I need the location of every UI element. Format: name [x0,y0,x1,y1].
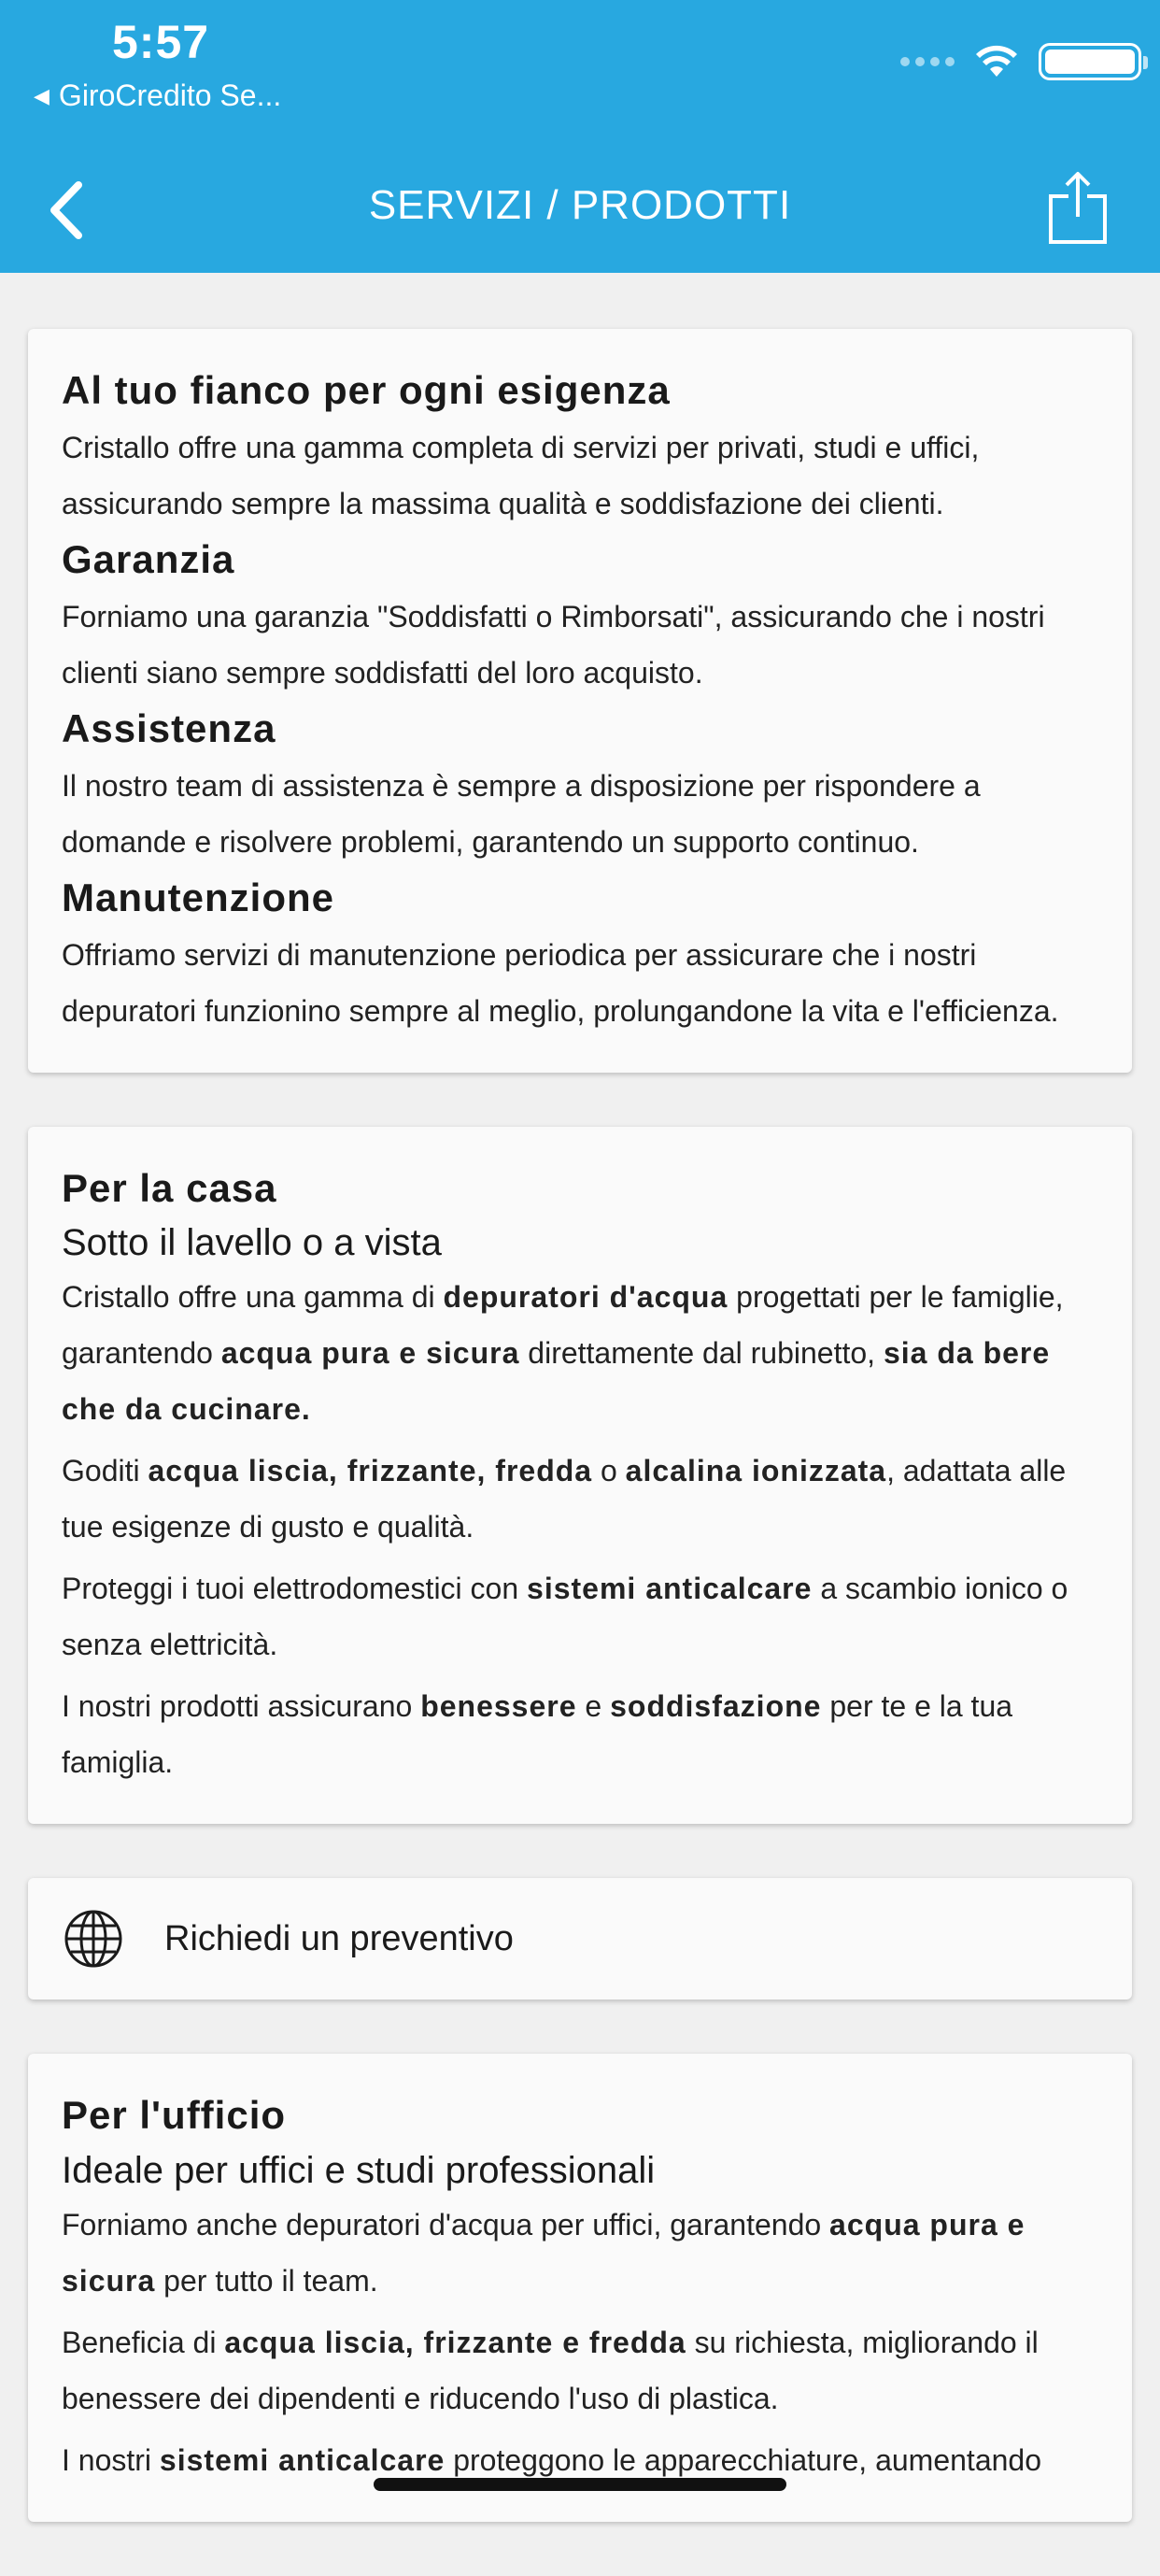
paragraph: I nostri prodotti assicurano benessere e soddisfazione per te e la tua famiglia. [62,1689,1013,1780]
section-title: Al tuo fianco per ogni esigenza [62,368,671,412]
home-products-card [28,1127,1132,1825]
card-title: Per la casa [62,1165,277,1210]
status-indicators [900,43,1141,80]
back-to-app[interactable] [34,78,281,113]
section-text: Offriamo servizi di manutenzione periodica per assicurare che i nostri depuratori funzionino sempre al meglio, prolungandone la vita e l'efficienza. [62,937,1059,1028]
request-quote-button[interactable] [28,1878,1132,2000]
paragraph: Proteggi i tuoi elettrodomestici con sistemi anticalcare a scambio ionico o senza elettricità. [62,1572,1068,1662]
paragraph: Goditi acqua liscia, frizzante, fredda o alcalina ionizzata, adattata alle tue esigenze di gusto e qualità. [62,1454,1067,1544]
request-quote-label: Richiedi un preventivo [164,1918,514,1958]
cellular-signal-icon [900,57,955,66]
services-card [28,329,1132,1073]
home-indicator[interactable] [374,2478,786,2491]
card-subtitle: Sotto il lavello o a vista [62,1222,442,1264]
share-icon[interactable] [1048,170,1108,245]
paragraph: Beneficia di acqua liscia, frizzante e fredda su richiesta, migliorando il benessere dei dipendenti e riducendo l'uso di plastica. [62,2326,1039,2416]
section-fianco [62,363,1098,532]
wifi-icon [975,45,1018,78]
card-title: Per l'ufficio [62,2093,287,2138]
back-app-label: GiroCredito Se... [58,78,282,112]
section-title: Assistenza [62,705,276,750]
battery-icon [1039,43,1141,80]
content-list [28,329,1132,2576]
section-title: Manutenzione [62,875,334,919]
section-garanzia [62,532,1098,701]
section-text: Il nostro team di assistenza è sempre a disposizione per rispondere a domande e risolvere problemi, garantendo un supporto continuo. [62,768,981,859]
section-assistenza [62,701,1098,870]
section-title: Garanzia [62,536,235,581]
back-triangle-icon: ◀ [34,83,50,107]
section-text: Forniamo una garanzia "Soddisfatti o Rimborsati", assicurando che i nostri clienti siano sempre soddisfatti del loro acquisto. [62,599,1045,690]
status-time: 5:57 [112,16,210,68]
page-title: SERVIZI / PRODOTTI [368,182,792,228]
card-subtitle: Ideale per uffici e studi professionali [62,2150,656,2192]
paragraph: I nostri sistemi anticalcare proteggono le apparecchiature, aumentando [62,2443,1041,2478]
app-header [0,0,1160,273]
section-manutenzione [62,870,1098,1039]
section-text: Cristallo offre una gamma completa di servizi per privati, studi e uffici, assicurando sempre la massima qualità e soddisfazione dei clienti. [62,430,980,520]
paragraph: Cristallo offre una gamma di depuratori d'acqua progettati per le famiglie, garantendo acqua pura e sicura direttamente dal rubinetto, sia da bere che da cucinare. [62,1280,1064,1427]
office-products-card [28,2054,1132,2522]
paragraph: Forniamo anche depuratori d'acqua per uffici, garantendo acqua pura e sicura per tutto il team. [62,2208,1026,2298]
globe-icon [64,1909,123,1969]
